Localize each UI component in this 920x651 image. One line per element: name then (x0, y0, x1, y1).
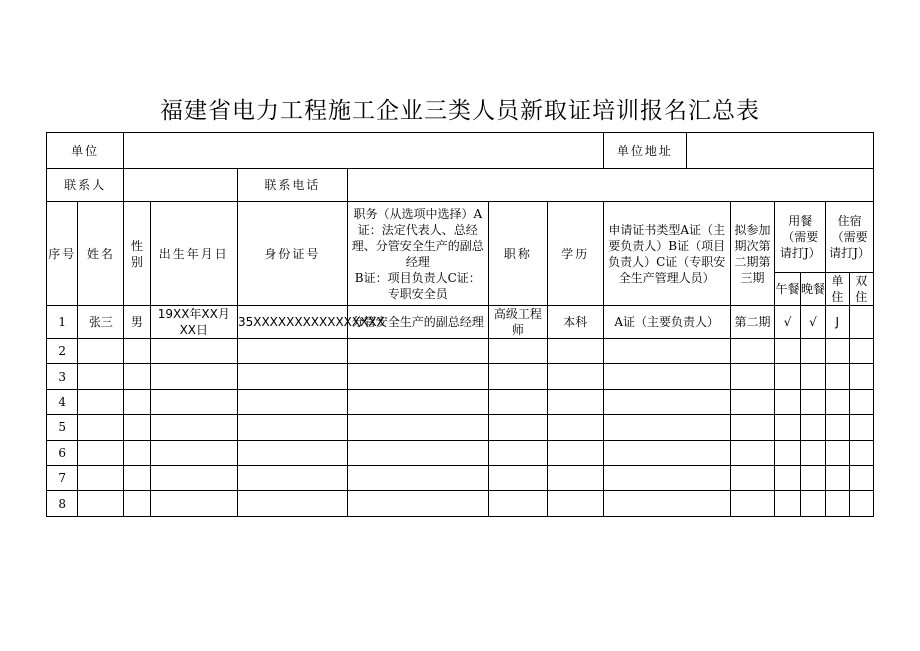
name-cell[interactable] (78, 364, 124, 389)
unit-label: 单位 (47, 133, 124, 169)
single-cell[interactable]: J (826, 306, 849, 339)
gender-cell[interactable] (124, 415, 150, 440)
table-row (47, 465, 874, 490)
col-session-header: 拟参加期次第二期第三期 (730, 202, 775, 306)
birth-cell[interactable] (150, 491, 237, 516)
cert-cell[interactable] (603, 415, 730, 440)
id-cell[interactable] (237, 440, 347, 465)
lunch-cell[interactable] (775, 389, 800, 414)
double-cell[interactable] (849, 465, 874, 490)
col-double-header: 双住 (849, 273, 874, 306)
seq-cell: 2 (47, 339, 78, 364)
title-cell[interactable]: 高级工程师 (488, 306, 547, 339)
header-row (47, 202, 874, 273)
session-cell[interactable] (730, 440, 775, 465)
education-cell[interactable] (547, 491, 603, 516)
session-cell[interactable] (730, 364, 775, 389)
gender-cell[interactable] (124, 339, 150, 364)
gender-cell[interactable]: 男 (124, 306, 150, 339)
cert-cell[interactable] (603, 465, 730, 490)
cert-cell[interactable] (603, 491, 730, 516)
birth-cell[interactable] (150, 440, 237, 465)
title-cell[interactable] (488, 465, 547, 490)
seq-cell: 7 (47, 465, 78, 490)
birth-cell[interactable] (150, 339, 237, 364)
title-cell[interactable] (488, 491, 547, 516)
name-cell[interactable]: 张三 (78, 306, 124, 339)
gender-cell[interactable] (124, 465, 150, 490)
double-cell[interactable] (849, 440, 874, 465)
single-cell[interactable] (826, 364, 849, 389)
double-cell[interactable] (849, 415, 874, 440)
position-cell[interactable] (347, 465, 488, 490)
contact-row (47, 169, 874, 202)
birth-cell[interactable] (150, 389, 237, 414)
title-cell[interactable] (488, 415, 547, 440)
dinner-cell[interactable] (800, 364, 825, 389)
double-cell[interactable] (849, 339, 874, 364)
seq-cell: 1 (47, 306, 78, 339)
dinner-cell[interactable] (800, 491, 825, 516)
birth-cell[interactable] (150, 415, 237, 440)
col-single-header: 单住 (826, 273, 849, 306)
seq-cell: 5 (47, 415, 78, 440)
lunch-cell[interactable] (775, 440, 800, 465)
dinner-cell[interactable] (800, 440, 825, 465)
unit-address-label: 单位地址 (603, 133, 686, 169)
contact-phone-label: 联系电话 (237, 169, 347, 202)
single-cell[interactable] (826, 465, 849, 490)
lunch-cell[interactable] (775, 491, 800, 516)
col-dinner-header: 晚餐 (800, 273, 825, 306)
col-position-header: 职务（从选项中选择）A证：法定代表人、总经理、分管安全生产的副总经理 B证：项目负责人C证：专职安全员 (347, 202, 488, 306)
name-cell[interactable] (78, 389, 124, 414)
position-cell[interactable] (347, 339, 488, 364)
cert-cell[interactable] (603, 389, 730, 414)
education-cell[interactable] (547, 415, 603, 440)
name-cell[interactable] (78, 440, 124, 465)
id-cell[interactable] (237, 389, 347, 414)
col-birth-header: 出生年月日 (150, 202, 237, 306)
position-cell[interactable] (347, 389, 488, 414)
session-cell[interactable] (730, 491, 775, 516)
gender-cell[interactable] (124, 389, 150, 414)
col-lunch-header: 午餐 (775, 273, 800, 306)
id-cell[interactable]: 35XXXXXXXXXXXXXXXX (237, 306, 347, 339)
col-education-header: 学历 (547, 202, 603, 306)
name-cell[interactable] (78, 491, 124, 516)
col-name-header: 姓名 (78, 202, 124, 306)
col-seq-header: 序号 (47, 202, 78, 306)
session-cell[interactable] (730, 465, 775, 490)
cert-cell[interactable] (603, 339, 730, 364)
title-cell[interactable] (488, 339, 547, 364)
table-row (47, 389, 874, 414)
lunch-cell[interactable] (775, 465, 800, 490)
contact-field[interactable] (124, 169, 238, 202)
seq-cell: 4 (47, 389, 78, 414)
lunch-cell[interactable]: √ (775, 306, 800, 339)
position-cell[interactable] (347, 415, 488, 440)
education-cell[interactable] (547, 364, 603, 389)
cert-cell[interactable]: A证（主要负责人） (603, 306, 730, 339)
dinner-cell[interactable] (800, 339, 825, 364)
name-cell[interactable] (78, 339, 124, 364)
position-cell[interactable] (347, 491, 488, 516)
position-cell[interactable] (347, 364, 488, 389)
gender-cell[interactable] (124, 491, 150, 516)
col-cert-header: 申请证书类型A证（主要负责人）B证（项目负责人）C证（专职安全生产管理人员） (603, 202, 730, 306)
title-cell[interactable] (488, 364, 547, 389)
table-row (47, 339, 874, 364)
contact-label: 联系人 (47, 169, 124, 202)
unit-row (47, 133, 874, 169)
seq-cell: 6 (47, 440, 78, 465)
dinner-cell[interactable] (800, 415, 825, 440)
col-meal-header: 用餐（需要请打J） (775, 202, 826, 273)
col-id-header: 身份证号 (237, 202, 347, 306)
id-cell[interactable] (237, 465, 347, 490)
col-gender-header: 性 别 (124, 202, 150, 306)
id-cell[interactable] (237, 491, 347, 516)
unit-field[interactable] (124, 133, 604, 169)
col-lodging-header: 住宿（需要请打J） (826, 202, 874, 273)
id-cell[interactable] (237, 339, 347, 364)
title-cell[interactable] (488, 389, 547, 414)
single-cell[interactable] (826, 440, 849, 465)
table-row (47, 440, 874, 465)
unit-address-field[interactable] (687, 133, 874, 169)
education-cell[interactable] (547, 339, 603, 364)
name-cell[interactable] (78, 465, 124, 490)
double-cell[interactable] (849, 491, 874, 516)
seq-cell: 8 (47, 491, 78, 516)
table-row (47, 364, 874, 389)
position-cell[interactable] (347, 440, 488, 465)
education-cell[interactable]: 本科 (547, 306, 603, 339)
session-cell[interactable]: 第二期 (730, 306, 775, 339)
seq-cell: 3 (47, 364, 78, 389)
data-rows (47, 306, 874, 517)
education-cell[interactable] (547, 440, 603, 465)
col-title-header: 职称 (488, 202, 547, 306)
single-cell[interactable] (826, 491, 849, 516)
title-cell[interactable] (488, 440, 547, 465)
table-row (47, 415, 874, 440)
single-cell[interactable] (826, 389, 849, 414)
double-cell[interactable] (849, 389, 874, 414)
dinner-cell[interactable]: √ (800, 306, 825, 339)
lunch-cell[interactable] (775, 415, 800, 440)
id-cell[interactable] (237, 415, 347, 440)
dinner-cell[interactable] (800, 465, 825, 490)
lunch-cell[interactable] (775, 339, 800, 364)
dinner-cell[interactable] (800, 389, 825, 414)
birth-cell[interactable] (150, 364, 237, 389)
position-cell[interactable]: 分管安全生产的副总经理 (347, 306, 488, 339)
table-row (47, 491, 874, 516)
session-cell[interactable] (730, 389, 775, 414)
session-cell[interactable] (730, 339, 775, 364)
registration-table (46, 132, 874, 517)
session-cell[interactable] (730, 415, 775, 440)
page-title: 福建省电力工程施工企业三类人员新取证培训报名汇总表 (160, 98, 760, 124)
cert-cell[interactable] (603, 364, 730, 389)
single-cell[interactable] (826, 339, 849, 364)
double-cell[interactable] (849, 364, 874, 389)
single-cell[interactable] (826, 415, 849, 440)
education-cell[interactable] (547, 465, 603, 490)
double-cell[interactable] (849, 306, 874, 339)
table-row (47, 306, 874, 339)
lunch-cell[interactable] (775, 364, 800, 389)
birth-cell[interactable]: 19XX年XX月XX日 (150, 306, 237, 339)
cert-cell[interactable] (603, 440, 730, 465)
birth-cell[interactable] (150, 465, 237, 490)
education-cell[interactable] (547, 389, 603, 414)
name-cell[interactable] (78, 415, 124, 440)
id-cell[interactable] (237, 364, 347, 389)
contact-phone-field[interactable] (347, 169, 873, 202)
gender-cell[interactable] (124, 364, 150, 389)
gender-cell[interactable] (124, 440, 150, 465)
